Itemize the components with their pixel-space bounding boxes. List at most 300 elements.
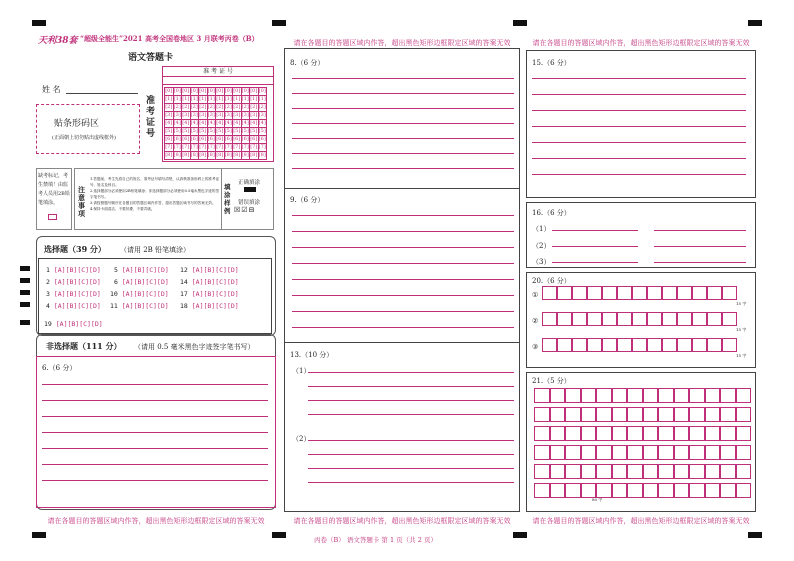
- middle-panel: [284, 48, 520, 512]
- q21-char-box[interactable]: [596, 388, 612, 403]
- q21-char-box[interactable]: [689, 407, 705, 422]
- zkzh-digit-bubble[interactable]: [1]: [224, 96, 232, 102]
- zkzh-digit-bubble[interactable]: [5]: [182, 128, 190, 134]
- mcq-question-row: [180, 302, 239, 310]
- zkzh-input-row[interactable]: [163, 77, 273, 85]
- zkzh-digit-bubble[interactable]: [4]: [199, 120, 207, 126]
- q20-char-box[interactable]: [662, 338, 677, 352]
- q21-char-box[interactable]: [581, 445, 597, 460]
- zkzh-digit-bubble[interactable]: [8]: [258, 152, 266, 158]
- mcq-options[interactable]: [A][B][C][D]: [187, 278, 239, 286]
- zkzh-digit-bubble[interactable]: [5]: [233, 128, 241, 134]
- mcq-options[interactable]: [A][B][C][D]: [49, 290, 101, 298]
- q21-char-box[interactable]: [596, 426, 612, 441]
- zkzh-digit-bubble[interactable]: [0]: [258, 88, 266, 94]
- zkzh-digit-bubble[interactable]: [5]: [165, 128, 173, 134]
- q21-char-box[interactable]: [596, 407, 612, 422]
- mcq-options[interactable]: [A][B][C][D]: [117, 266, 169, 274]
- q20-char-box[interactable]: [587, 312, 602, 326]
- q21-char-box[interactable]: [581, 483, 597, 498]
- q21-char-box[interactable]: [658, 445, 674, 460]
- q9-answer-line: [292, 215, 514, 216]
- q21-label: 21.（5 分）: [532, 377, 571, 385]
- q20-char-box[interactable]: [707, 312, 722, 326]
- mcq-options[interactable]: [A][B][C][D]: [187, 266, 239, 274]
- zkzh-digit-bubble[interactable]: [7]: [241, 144, 249, 150]
- q21-char-box[interactable]: [705, 445, 721, 460]
- zkzh-digit-bubble[interactable]: [0]: [207, 88, 215, 94]
- mcq-question-row: [180, 278, 239, 286]
- zkzh-digit-bubble[interactable]: [7]: [224, 144, 232, 150]
- zkzh-digit-bubble[interactable]: [7]: [182, 144, 190, 150]
- q20-char-box[interactable]: [692, 312, 707, 326]
- q20-char-box[interactable]: [602, 312, 617, 326]
- q20-char-box[interactable]: [722, 338, 737, 352]
- q21-char-box[interactable]: [674, 445, 690, 460]
- q21-char-box[interactable]: [550, 388, 566, 403]
- zkzh-digit-bubble[interactable]: [5]: [258, 128, 266, 134]
- zkzh-digit-bubble[interactable]: [2]: [199, 104, 207, 110]
- zkzh-digit-bubble[interactable]: [0]: [233, 88, 241, 94]
- q20-char-box[interactable]: [617, 286, 632, 300]
- q20-char-box[interactable]: [572, 338, 587, 352]
- q21-char-box[interactable]: [720, 388, 736, 403]
- q21-char-box[interactable]: [534, 388, 550, 403]
- q20-char-box[interactable]: [557, 286, 572, 300]
- zkzh-digit-bubble[interactable]: [1]: [190, 96, 198, 102]
- q20-char-box[interactable]: [587, 338, 602, 352]
- q21-char-box[interactable]: [658, 464, 674, 479]
- q21-char-box[interactable]: [612, 426, 628, 441]
- q21-char-box[interactable]: [658, 407, 674, 422]
- q21-char-box[interactable]: [565, 426, 581, 441]
- zkzh-digit-bubble[interactable]: [0]: [241, 88, 249, 94]
- q16-answer-line: [654, 246, 746, 247]
- zkzh-digit-bubble[interactable]: [1]: [173, 96, 181, 102]
- q21-char-box[interactable]: [736, 407, 752, 422]
- notice-bar-right-top: 请在各题目的答题区域内作答，超出黑色矩形边框限定区域的答案无效: [532, 39, 750, 47]
- zkzh-digit-bubble[interactable]: [2]: [250, 104, 258, 110]
- zkzh-digit-bubble[interactable]: [3]: [224, 112, 232, 118]
- q20-count-1: 15 字: [736, 301, 747, 306]
- q20-char-box[interactable]: [572, 312, 587, 326]
- zkzh-digit-bubble[interactable]: [8]: [173, 152, 181, 158]
- q15-panel[interactable]: [526, 50, 756, 198]
- zkzh-digit-bubble[interactable]: [2]: [182, 104, 190, 110]
- q20-char-box[interactable]: [692, 286, 707, 300]
- q21-char-box[interactable]: [674, 483, 690, 498]
- zkzh-digit-bubble[interactable]: [0]: [250, 88, 258, 94]
- zkzh-digit-bubble[interactable]: [8]: [224, 152, 232, 158]
- zkzh-digit-bubble[interactable]: [3]: [190, 112, 198, 118]
- mcq-options[interactable]: [A][B][C][D]: [117, 290, 169, 298]
- q21-char-box[interactable]: [565, 388, 581, 403]
- q21-char-box[interactable]: [689, 388, 705, 403]
- zkzh-digit-bubble[interactable]: [6]: [182, 136, 190, 142]
- zkzh-digit-bubble[interactable]: [7]: [250, 144, 258, 150]
- q21-char-box[interactable]: [658, 426, 674, 441]
- zkzh-digit-bubble[interactable]: [7]: [216, 144, 224, 150]
- q21-char-box[interactable]: [534, 483, 550, 498]
- q20-char-box[interactable]: [557, 338, 572, 352]
- q20-char-box[interactable]: [722, 286, 737, 300]
- mcq-number: 17: [180, 290, 188, 298]
- corner-mark: [748, 532, 762, 538]
- q21-char-box[interactable]: [720, 426, 736, 441]
- zkzh-digit-bubble[interactable]: [3]: [165, 112, 173, 118]
- mcq-number: 1: [46, 266, 50, 274]
- q21-char-box[interactable]: [705, 464, 721, 479]
- zkzh-digit-bubble[interactable]: [5]: [224, 128, 232, 134]
- q21-char-box[interactable]: [643, 407, 659, 422]
- q21-char-box[interactable]: [565, 464, 581, 479]
- zkzh-digit-bubble[interactable]: [1]: [199, 96, 207, 102]
- q21-char-box[interactable]: [550, 483, 566, 498]
- correct-fill-sample: [244, 187, 256, 192]
- absent-checkbox[interactable]: [48, 214, 57, 220]
- zkzh-digit-bubble[interactable]: [2]: [216, 104, 224, 110]
- q13-answer-line: [308, 372, 514, 373]
- absent-line: 缺考标记，考: [38, 173, 69, 179]
- mcq-options[interactable]: [A][B][C][D]: [187, 290, 239, 298]
- corner-mark: [272, 532, 286, 538]
- mcq-number: 2: [46, 278, 50, 286]
- zkzh-digit-bubble[interactable]: [4]: [190, 120, 198, 126]
- q20-char-box[interactable]: [647, 286, 662, 300]
- q21-char-box[interactable]: [689, 483, 705, 498]
- q21-char-box[interactable]: [736, 464, 752, 479]
- timing-mark: [20, 290, 30, 295]
- zkzh-digit-bubble[interactable]: [8]: [241, 152, 249, 158]
- zkzh-digit-bubble[interactable]: [1]: [233, 96, 241, 102]
- zkzh-digit-bubble[interactable]: [1]: [207, 96, 215, 102]
- q21-char-box[interactable]: [720, 445, 736, 460]
- q21-char-box[interactable]: [596, 483, 612, 498]
- zkzh-digit-bubble[interactable]: [4]: [165, 120, 173, 126]
- mcq-question-row: [46, 290, 101, 298]
- q20-char-box[interactable]: [542, 338, 557, 352]
- q21-char-box[interactable]: [720, 483, 736, 498]
- q21-char-box[interactable]: [627, 426, 643, 441]
- q20-char-box[interactable]: [602, 338, 617, 352]
- zkzh-digit-bubble[interactable]: [4]: [216, 120, 224, 126]
- q21-char-box[interactable]: [705, 426, 721, 441]
- zkzh-digit-bubble[interactable]: [5]: [216, 128, 224, 134]
- q9-answer-line: [292, 295, 514, 296]
- q20-char-box[interactable]: [617, 338, 632, 352]
- q21-char-box[interactable]: [627, 464, 643, 479]
- q16-sub-3: （3）: [532, 258, 551, 266]
- zkzh-digit-bubble[interactable]: [3]: [233, 112, 241, 118]
- zkzh-digit-bubble[interactable]: [4]: [258, 120, 266, 126]
- zkzh-digit-bubble[interactable]: [6]: [165, 136, 173, 142]
- q21-char-box[interactable]: [550, 445, 566, 460]
- q21-char-box[interactable]: [627, 445, 643, 460]
- zkzh-digit-bubble[interactable]: [6]: [173, 136, 181, 142]
- zkzh-digit-bubble[interactable]: [6]: [250, 136, 258, 142]
- q20-char-box[interactable]: [632, 338, 647, 352]
- q20-char-box[interactable]: [662, 312, 677, 326]
- q21-char-box[interactable]: [612, 388, 628, 403]
- zkzh-digit-bubble[interactable]: [6]: [207, 136, 215, 142]
- mcq-options[interactable]: [A][B][C][D]: [117, 302, 169, 310]
- zkzh-digit-bubble[interactable]: [5]: [190, 128, 198, 134]
- zkzh-digit-bubble[interactable]: [4]: [241, 120, 249, 126]
- q21-char-box[interactable]: [596, 445, 612, 460]
- q20-char-box[interactable]: [617, 312, 632, 326]
- zkzh-digit-bubble[interactable]: [2]: [258, 104, 266, 110]
- zkzh-digit-bubble[interactable]: [0]: [173, 88, 181, 94]
- q21-count: 80 字: [592, 497, 603, 502]
- zkzh-digit-bubble[interactable]: [4]: [233, 120, 241, 126]
- q21-char-box[interactable]: [627, 388, 643, 403]
- zkzh-digit-bubble[interactable]: [8]: [190, 152, 198, 158]
- q21-char-box[interactable]: [534, 407, 550, 422]
- q20-char-box[interactable]: [677, 312, 692, 326]
- q21-char-box[interactable]: [705, 407, 721, 422]
- mcq-options[interactable]: [A][B][C][D]: [49, 266, 101, 274]
- zkzh-digit-bubble[interactable]: [6]: [233, 136, 241, 142]
- q21-char-box[interactable]: [550, 407, 566, 422]
- wrong-fill-label: 错误填涂: [238, 200, 261, 206]
- zkzh-digit-bubble[interactable]: [4]: [224, 120, 232, 126]
- q21-char-box[interactable]: [689, 445, 705, 460]
- zkzh-digit-bubble[interactable]: [0]: [224, 88, 232, 94]
- q21-char-box[interactable]: [736, 445, 752, 460]
- name-field[interactable]: [66, 93, 138, 94]
- timing-mark: [20, 278, 30, 283]
- q21-char-box[interactable]: [689, 426, 705, 441]
- zkzh-digit-bubble[interactable]: [3]: [199, 112, 207, 118]
- q21-char-box[interactable]: [674, 464, 690, 479]
- q20-char-box[interactable]: [677, 286, 692, 300]
- q21-char-box[interactable]: [674, 388, 690, 403]
- q9-answer-line: [292, 279, 514, 280]
- zkzh-digit-bubble[interactable]: [7]: [165, 144, 173, 150]
- zkzh-digit-bubble[interactable]: [2]: [224, 104, 232, 110]
- q20-char-box[interactable]: [602, 286, 617, 300]
- q8-answer-line: [292, 138, 514, 139]
- q21-char-box[interactable]: [643, 483, 659, 498]
- q20-char-box[interactable]: [542, 286, 557, 300]
- q21-char-box[interactable]: [612, 445, 628, 460]
- zkzh-digit-bubble[interactable]: [5]: [199, 128, 207, 134]
- q21-char-box[interactable]: [705, 483, 721, 498]
- q16-answer-line: [654, 262, 746, 263]
- q21-char-box[interactable]: [674, 426, 690, 441]
- q9-answer-line: [292, 247, 514, 248]
- notice-bar-right-bottom: 请在各题目的答题区域内作答，超出黑色矩形边框限定区域的答案无效: [532, 517, 750, 525]
- q21-char-box[interactable]: [581, 464, 597, 479]
- zkzh-digit-bubble[interactable]: [3]: [207, 112, 215, 118]
- q21-char-box[interactable]: [550, 426, 566, 441]
- zkzh-digit-bubble[interactable]: [3]: [241, 112, 249, 118]
- q21-char-box[interactable]: [720, 464, 736, 479]
- zkzh-digit-bubble[interactable]: [6]: [216, 136, 224, 142]
- q20-mark-1: ①: [532, 291, 539, 299]
- zkzh-digit-bubble[interactable]: [6]: [258, 136, 266, 142]
- mcq-options[interactable]: [A][B][C][D]: [51, 320, 103, 328]
- zkzh-digit-bubble[interactable]: [8]: [233, 152, 241, 158]
- zkzh-digit-bubble[interactable]: [2]: [165, 104, 173, 110]
- zkzh-digit-bubble[interactable]: [8]: [216, 152, 224, 158]
- name-label: 姓 名: [42, 85, 61, 94]
- q15-answer-line: [532, 78, 746, 79]
- zkzh-digit-bubble[interactable]: [2]: [190, 104, 198, 110]
- q21-char-box[interactable]: [596, 464, 612, 479]
- zkzh-digit-bubble[interactable]: [8]: [199, 152, 207, 158]
- mcq-options[interactable]: [A][B][C][D]: [187, 302, 239, 310]
- zkzh-digit-bubble[interactable]: [8]: [182, 152, 190, 158]
- q21-char-box[interactable]: [643, 388, 659, 403]
- zkzh-digit-bubble[interactable]: [3]: [173, 112, 181, 118]
- q21-char-box[interactable]: [627, 407, 643, 422]
- q20-char-box[interactable]: [677, 338, 692, 352]
- q21-char-box[interactable]: [689, 464, 705, 479]
- q21-char-box[interactable]: [658, 388, 674, 403]
- zkzh-grid[interactable]: [162, 66, 274, 162]
- zkzh-digit-bubble[interactable]: [7]: [190, 144, 198, 150]
- zkzh-digit-bubble[interactable]: [5]: [250, 128, 258, 134]
- q21-char-box[interactable]: [612, 407, 628, 422]
- q21-char-box[interactable]: [736, 483, 752, 498]
- zkzh-digit-bubble[interactable]: [1]: [216, 96, 224, 102]
- q20-char-box[interactable]: [722, 312, 737, 326]
- q20-char-box[interactable]: [557, 312, 572, 326]
- q21-char-box[interactable]: [581, 407, 597, 422]
- q21-char-box[interactable]: [565, 445, 581, 460]
- q21-char-box[interactable]: [736, 388, 752, 403]
- zkzh-digit-bubble[interactable]: [7]: [233, 144, 241, 150]
- zkzh-digit-bubble[interactable]: [7]: [199, 144, 207, 150]
- notice-item: 3.请按照题号顺序在各题目的答题区域内作答，超出答题区域书写的答案无效。: [90, 201, 216, 205]
- q21-char-box[interactable]: [627, 483, 643, 498]
- zkzh-digit-bubble[interactable]: [2]: [241, 104, 249, 110]
- q20-char-box[interactable]: [542, 312, 557, 326]
- zkzh-digit-bubble[interactable]: [2]: [233, 104, 241, 110]
- q20-char-box[interactable]: [692, 338, 707, 352]
- q13-answer-line: [308, 482, 514, 483]
- zkzh-digit-bubble[interactable]: [7]: [258, 144, 266, 150]
- zkzh-digit-bubble[interactable]: [5]: [207, 128, 215, 134]
- zkzh-digit-bubble[interactable]: [1]: [165, 96, 173, 102]
- zkzh-digit-bubble[interactable]: [5]: [173, 128, 181, 134]
- zkzh-digit-bubble[interactable]: [0]: [182, 88, 190, 94]
- q21-char-box[interactable]: [612, 483, 628, 498]
- zkzh-digit-bubble[interactable]: [5]: [241, 128, 249, 134]
- q21-char-box[interactable]: [565, 483, 581, 498]
- zkzh-digit-bubble[interactable]: [3]: [216, 112, 224, 118]
- zkzh-bubbles[interactable]: [164, 87, 267, 160]
- mcq-number: 18: [180, 302, 188, 310]
- q13-answer-line: [308, 454, 514, 455]
- zkzh-digit-bubble[interactable]: [4]: [182, 120, 190, 126]
- mcq-options[interactable]: [A][B][C][D]: [117, 278, 169, 286]
- zkzh-digit-bubble[interactable]: [3]: [258, 112, 266, 118]
- zkzh-digit-bubble[interactable]: [1]: [258, 96, 266, 102]
- q15-answer-line: [532, 174, 746, 175]
- q6-answer-line: [42, 384, 268, 385]
- zkzh-digit-bubble[interactable]: [6]: [241, 136, 249, 142]
- q20-mark-3: ③: [532, 343, 539, 351]
- q6-answer-line: [42, 432, 268, 433]
- q21-char-box[interactable]: [643, 426, 659, 441]
- zkzh-digit-bubble[interactable]: [2]: [207, 104, 215, 110]
- zkzh-digit-bubble[interactable]: [0]: [199, 88, 207, 94]
- q20-char-box[interactable]: [632, 312, 647, 326]
- q21-char-box[interactable]: [534, 464, 550, 479]
- zkzh-digit-bubble[interactable]: [4]: [250, 120, 258, 126]
- q20-char-box[interactable]: [647, 312, 662, 326]
- zkzh-digit-bubble[interactable]: [6]: [190, 136, 198, 142]
- zkzh-digit-bubble[interactable]: [4]: [207, 120, 215, 126]
- zkzh-digit-bubble[interactable]: [0]: [216, 88, 224, 94]
- zkzh-digit-bubble[interactable]: [8]: [165, 152, 173, 158]
- q21-char-box[interactable]: [534, 426, 550, 441]
- zkzh-digit-bubble[interactable]: [3]: [250, 112, 258, 118]
- fill-divider: [221, 168, 222, 230]
- q21-char-box[interactable]: [705, 388, 721, 403]
- timing-mark: [20, 320, 30, 325]
- zkzh-digit-bubble[interactable]: [0]: [190, 88, 198, 94]
- q21-char-box[interactable]: [720, 407, 736, 422]
- mcq-options[interactable]: [A][B][C][D]: [49, 278, 101, 286]
- q21-char-box[interactable]: [534, 445, 550, 460]
- q8-label: 8.（6 分）: [290, 59, 325, 67]
- timing-mark: [20, 266, 30, 271]
- mcq-options[interactable]: [A][B][C][D]: [49, 302, 101, 310]
- q20-char-box[interactable]: [632, 286, 647, 300]
- q21-char-box[interactable]: [550, 464, 566, 479]
- q8-answer-line: [292, 168, 514, 169]
- zkzh-digit-bubble[interactable]: [7]: [173, 144, 181, 150]
- q21-char-box[interactable]: [581, 388, 597, 403]
- q20-mark-2: ②: [532, 317, 539, 325]
- q20-char-box[interactable]: [707, 286, 722, 300]
- q20-char-box[interactable]: [647, 338, 662, 352]
- q21-char-box[interactable]: [643, 445, 659, 460]
- zkzh-digit-bubble[interactable]: [3]: [182, 112, 190, 118]
- zkzh-digit-bubble[interactable]: [1]: [182, 96, 190, 102]
- q21-char-box[interactable]: [581, 426, 597, 441]
- zkzh-digit-bubble[interactable]: [8]: [250, 152, 258, 158]
- q16-sub-2: （2）: [532, 242, 551, 250]
- choice-title: 选择题（39 分）: [44, 244, 106, 254]
- q21-char-box[interactable]: [612, 464, 628, 479]
- zkzh-digit-bubble[interactable]: [4]: [173, 120, 181, 126]
- zkzh-digit-bubble[interactable]: [6]: [224, 136, 232, 142]
- q13-sub-1: （1）: [292, 367, 311, 375]
- q21-char-box[interactable]: [565, 407, 581, 422]
- q21-char-box[interactable]: [643, 464, 659, 479]
- zkzh-digit-bubble[interactable]: [2]: [173, 104, 181, 110]
- absent-text: [38, 172, 70, 208]
- q21-char-box[interactable]: [736, 426, 752, 441]
- q20-char-box[interactable]: [587, 286, 602, 300]
- q21-char-box[interactable]: [674, 407, 690, 422]
- mcq-question-row: [46, 266, 101, 274]
- q20-char-box[interactable]: [572, 286, 587, 300]
- zkzh-digit-bubble[interactable]: [6]: [199, 136, 207, 142]
- q20-char-box[interactable]: [707, 338, 722, 352]
- zkzh-digit-bubble[interactable]: [7]: [207, 144, 215, 150]
- q21-char-box[interactable]: [658, 483, 674, 498]
- zkzh-digit-bubble[interactable]: [8]: [207, 152, 215, 158]
- zkzh-digit-bubble[interactable]: [0]: [165, 88, 173, 94]
- zkzh-digit-bubble[interactable]: [1]: [241, 96, 249, 102]
- zkzh-digit-bubble[interactable]: [1]: [250, 96, 258, 102]
- q20-char-box[interactable]: [662, 286, 677, 300]
